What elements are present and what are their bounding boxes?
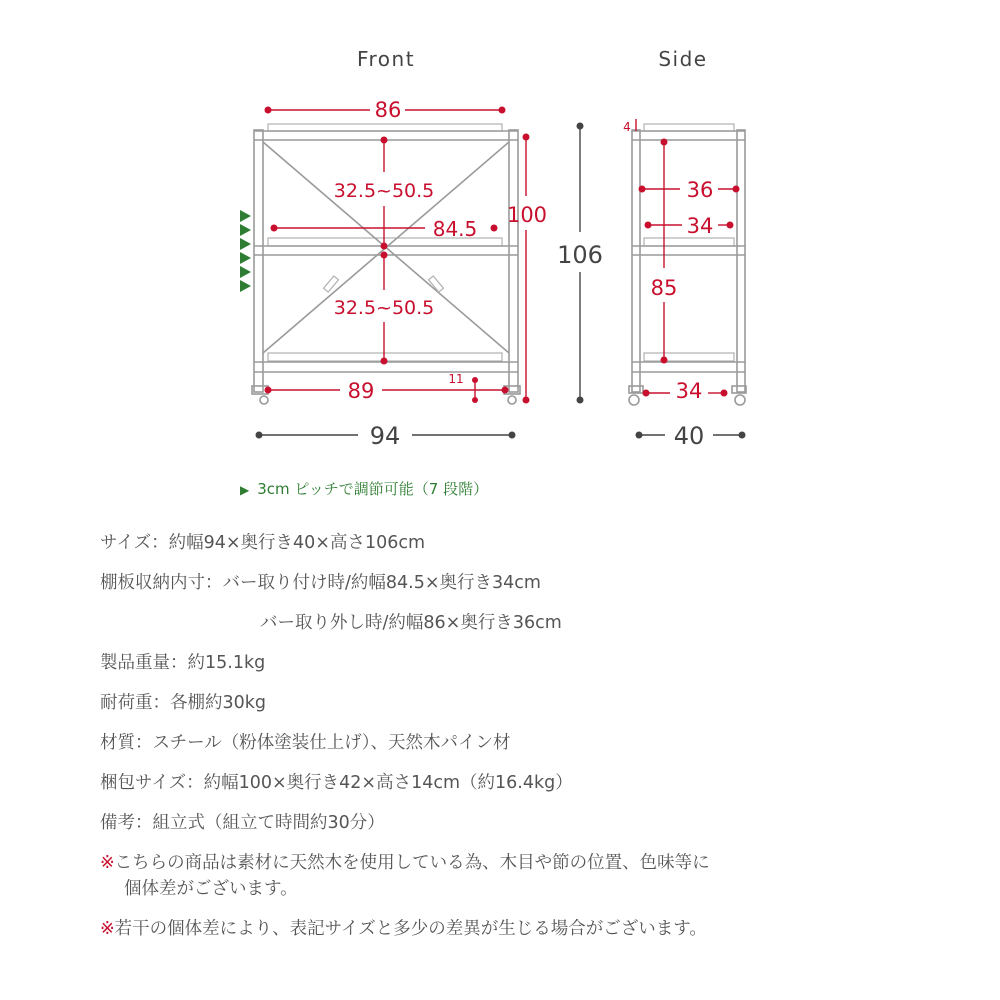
- spec-package-size: 梱包サイズ：約幅100×奥行き42×高さ14cm（約16.4kg）: [100, 773, 573, 793]
- side-depth-upper: 36: [686, 178, 714, 202]
- pitch-arrows: [240, 210, 251, 292]
- front-top-shelf-rail: [268, 124, 502, 131]
- note-text-continued: 個体差がございます。: [124, 879, 298, 899]
- front-lower-adjust: 32.5~50.5: [333, 297, 435, 319]
- front-caster-offset: 11: [448, 372, 464, 386]
- front-shelf-inner-width: 84.5: [432, 217, 478, 241]
- spec-size: サイズ：約幅94×奥行き40×高さ106cm: [100, 533, 426, 553]
- side-view: [629, 124, 746, 405]
- play-triangle-icon: ▶: [240, 483, 250, 497]
- note-size-variance: [100, 916, 960, 942]
- note-natural-wood: [100, 850, 960, 902]
- front-overall-height: 106: [557, 241, 603, 269]
- side-left-post: [632, 130, 640, 392]
- note-text: 若干の個体差により、表記サイズと多少の差異が生じる場合がございます。: [114, 919, 707, 939]
- spec-load-capacity: 耐荷重：各棚約30kg: [100, 693, 267, 713]
- side-overall-dimensions: [636, 422, 746, 450]
- front-left-post: [254, 130, 263, 392]
- side-depth-inner: 34: [686, 214, 714, 238]
- front-dimensions: [265, 98, 548, 404]
- front-upper-adjust: 32.5~50.5: [333, 180, 435, 202]
- side-inner-height: 85: [650, 276, 678, 300]
- spec-remarks: 備考：組立式（組立て時間約30分）: [100, 813, 385, 833]
- front-right-post: [509, 130, 518, 392]
- front-height-right: 100: [506, 203, 548, 227]
- spec-list: [100, 530, 960, 942]
- front-view-label: Front: [356, 47, 416, 71]
- note-mark: ※: [100, 919, 115, 939]
- pitch-note-text: 3cm ピッチで調節可能（7 段階）: [257, 480, 489, 498]
- spec-inner-without-bar: バー取り外し時/約幅86×奥行き36cm: [260, 613, 562, 633]
- front-bottom-width: 89: [347, 379, 375, 403]
- dimension-diagram: [0, 0, 1000, 470]
- front-overall-dimensions: [256, 123, 603, 451]
- spec-weight: 製品重量：約15.1kg: [100, 653, 266, 673]
- side-depth-bottom: 34: [675, 379, 703, 403]
- pitch-note: [240, 478, 488, 499]
- front-top-width: 86: [374, 98, 402, 122]
- side-top-gap: 4: [623, 120, 631, 134]
- note-mark: ※: [100, 853, 115, 873]
- note-text: こちらの商品は素材に天然木を使用している為、木目や節の位置、色味等に: [114, 853, 710, 873]
- front-overall-width: 94: [369, 422, 401, 450]
- side-overall-depth: 40: [673, 422, 705, 450]
- spec-material: 材質：スチール（粉体塗装仕上げ）、天然木パイン材: [100, 733, 511, 753]
- side-view-label: Side: [658, 47, 708, 71]
- side-right-post: [737, 130, 745, 392]
- spec-inner-with-bar: 棚板収納内寸：バー取り付け時/約幅84.5×奥行き34cm: [100, 573, 541, 593]
